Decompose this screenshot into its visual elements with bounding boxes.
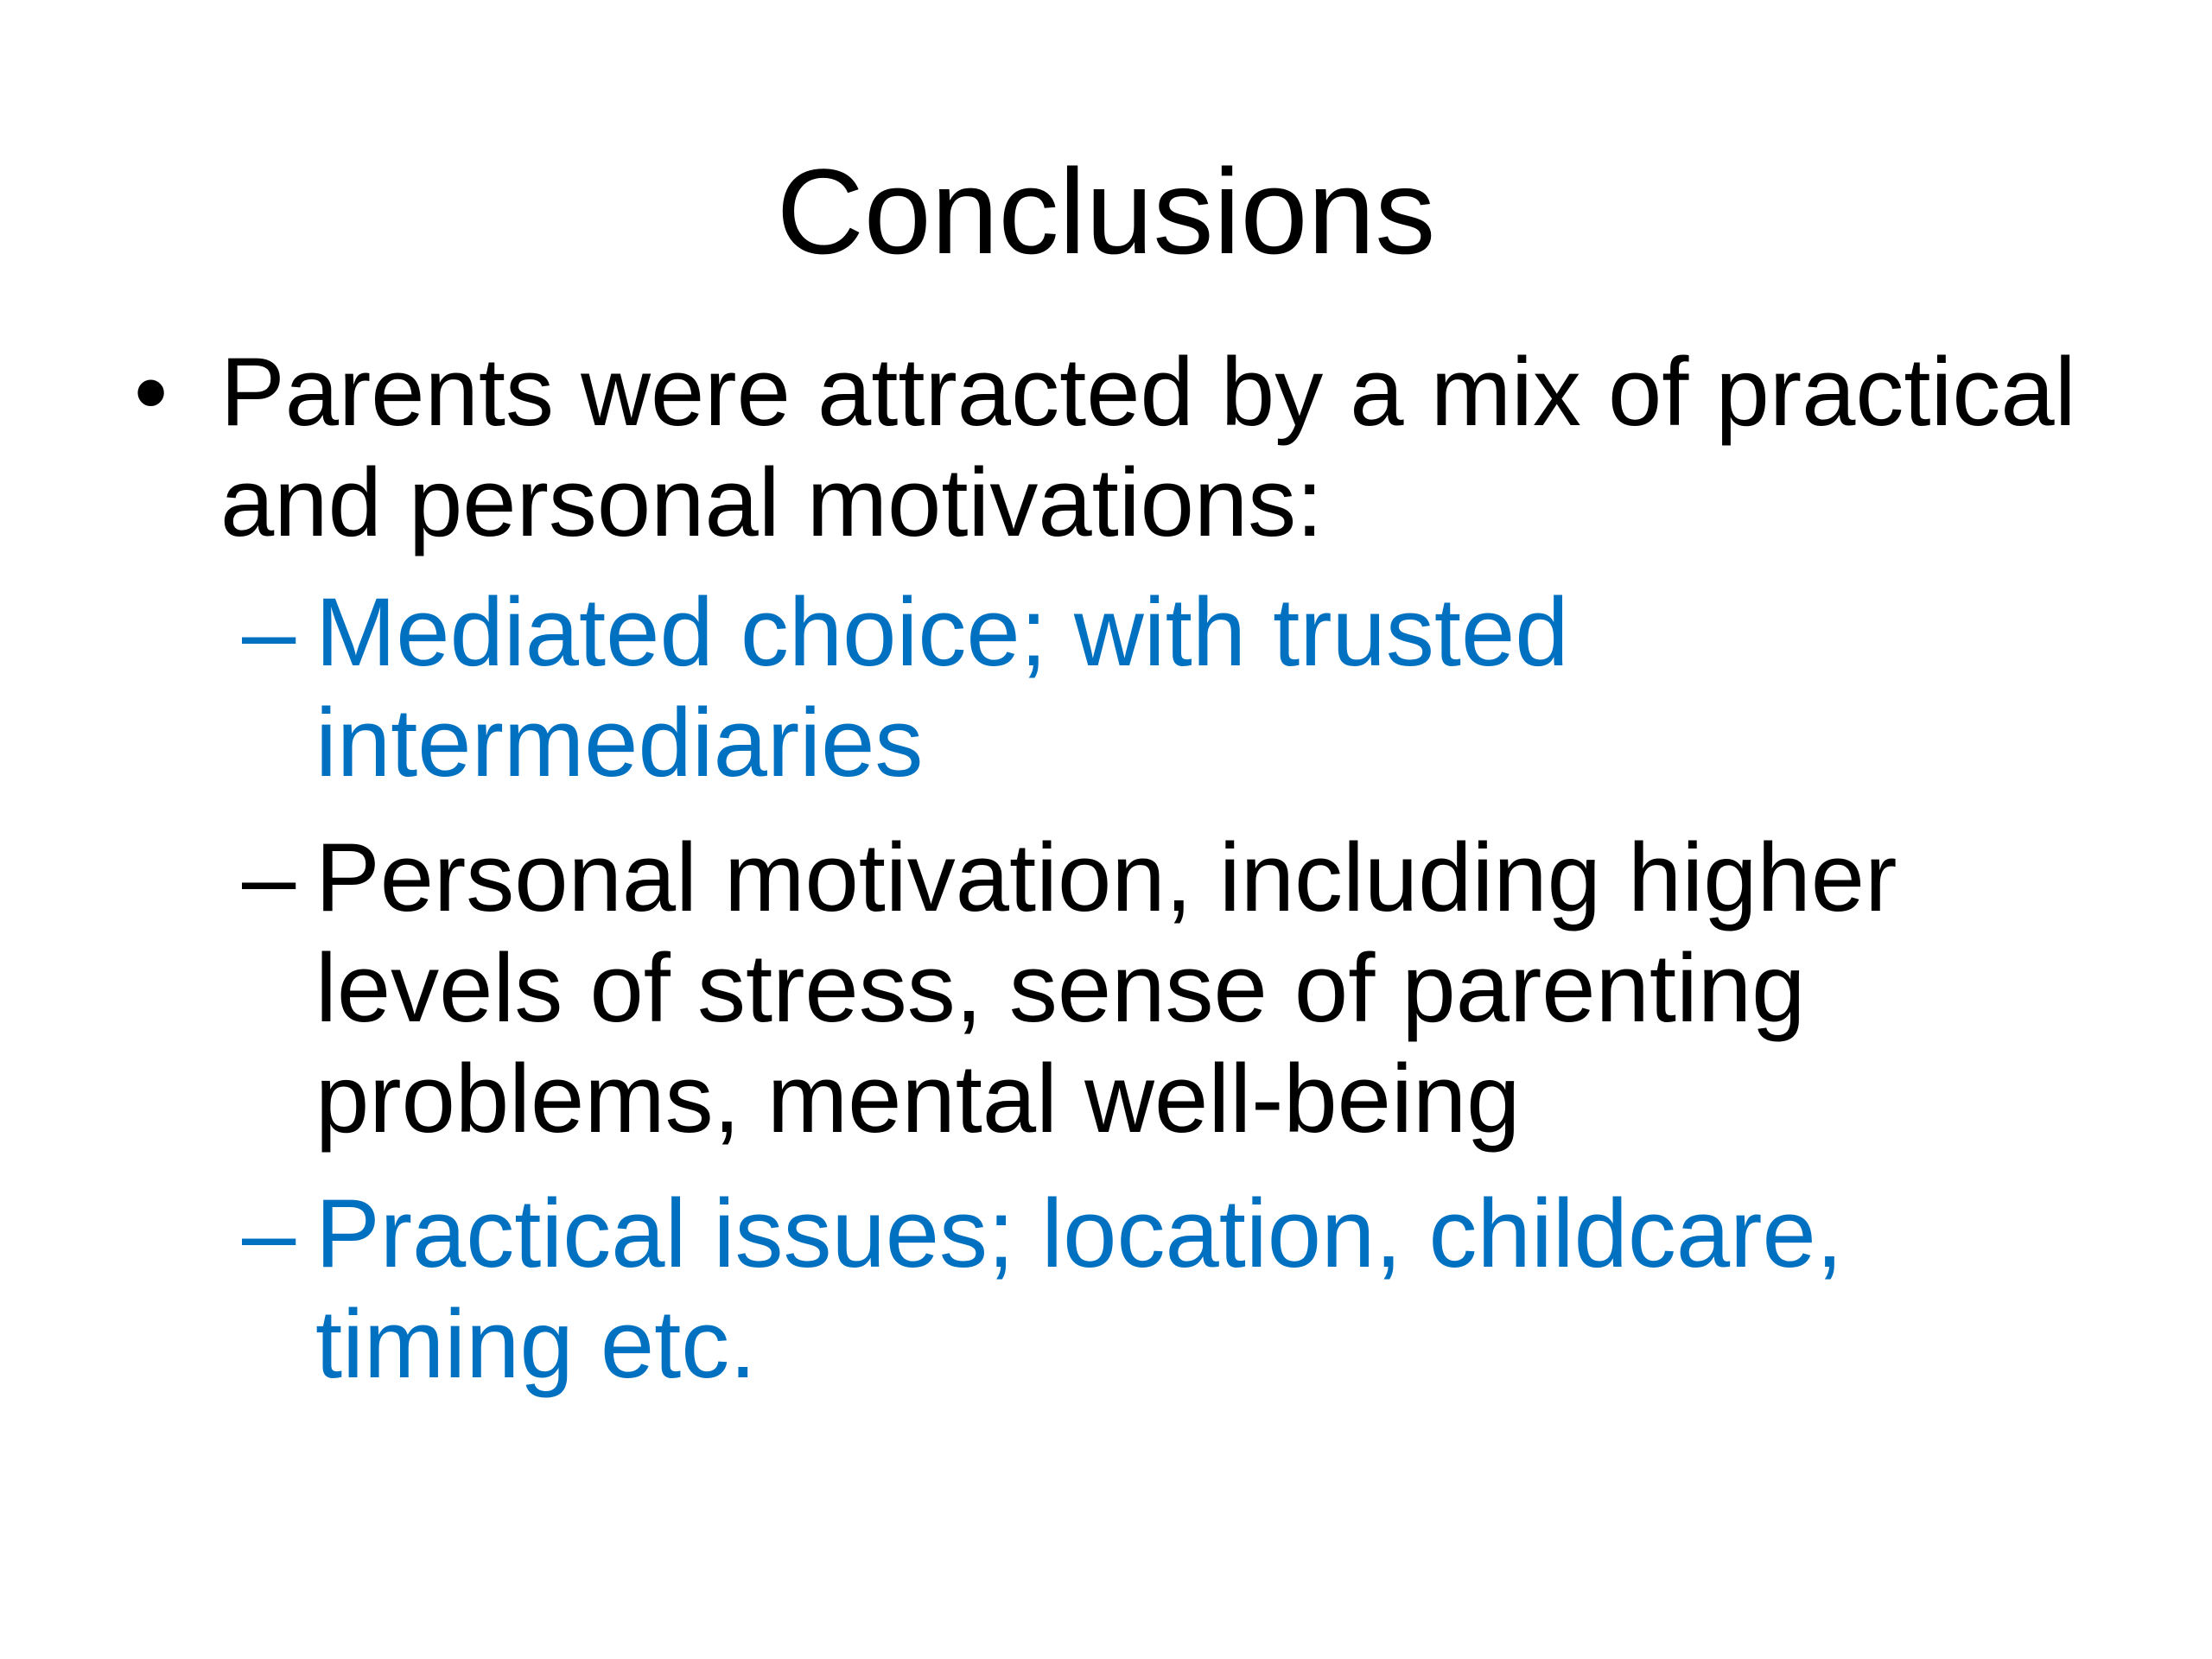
dash-marker: – — [242, 1179, 296, 1287]
dash-marker: – — [242, 578, 296, 686]
dash-marker: – — [242, 823, 296, 931]
sub-item-personal-motivation — [130, 823, 2117, 1154]
sub-item-text: Personal motivation, including higher levels of stress, sense of parenting problems, mental well-being — [315, 823, 1897, 1153]
sub-item-text: Mediated choice; with trusted intermediaries — [315, 578, 1569, 797]
slide-title: Conclusions — [776, 143, 1436, 279]
sub-item-practical-issues — [130, 1179, 2117, 1400]
bullet-item — [130, 337, 2117, 558]
slide-body — [130, 337, 2117, 1424]
sub-item-mediated-choice — [130, 577, 2117, 798]
bullet-text: Parents were attracted by a mix of practical and personal motivations: — [220, 338, 2076, 556]
sub-item-text: Practical issues; location, childcare, timing etc. — [315, 1179, 1843, 1398]
bullet-marker: • — [134, 338, 168, 446]
